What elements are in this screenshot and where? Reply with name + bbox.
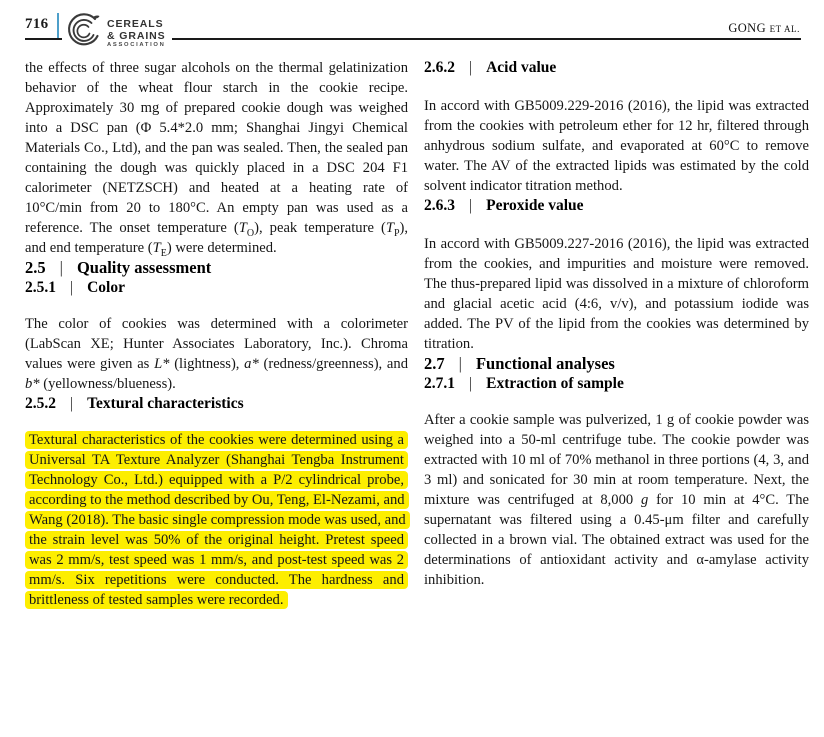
paragraph-texture-method xyxy=(25,430,408,610)
section-title: Textural characteristics xyxy=(87,395,244,412)
heading-separator: | xyxy=(469,375,473,392)
section-number: 2.5.2 xyxy=(25,395,56,412)
heading-separator: | xyxy=(70,395,74,412)
running-head xyxy=(728,21,800,36)
heading-separator: | xyxy=(469,197,473,214)
running-head-etal: ET AL. xyxy=(769,24,800,34)
section-number: 2.5.1 xyxy=(25,279,56,296)
section-title: Quality assessment xyxy=(76,258,212,277)
left-column xyxy=(25,58,408,610)
section-number: 2.6.3 xyxy=(424,197,455,214)
page-number: 716 xyxy=(25,16,49,32)
section-number: 2.5 xyxy=(25,258,46,277)
section-heading-2-5-1 xyxy=(25,278,408,298)
two-column-body xyxy=(25,58,811,610)
logo-line-2: & GRAINS xyxy=(107,29,166,42)
logo-line-3: ASSOCIATION xyxy=(107,42,166,49)
logo-line-1: CEREALS xyxy=(107,18,164,31)
paragraph-dsc-method: the effects of three sugar alcohols on the thermal gelatinization behavior of the wheat flour starch in the cookie recipe. Approximately 30 mg of prepared cookie dough was weighed into a DSC pan (Φ 5.4*2.0 mm; Shanghai Jingyi Chemical Materials Co., Ltd), and the pan was sealed. Then, the sealed pan containing the dough was quickly placed in a DSC 204 F1 calorimeter (NETZSCH) and heated at a heating rate of 10°C/min from 20 to 180°C. An empty pan was used as a reference. The onset temperature $(T_O)$, peak temperature $(T_P)$, and end temperature $(T_E)$ were determined. xyxy=(25,60,409,259)
cereals-grains-logo-icon xyxy=(64,10,104,59)
section-number: 2.7.1 xyxy=(424,375,455,392)
section-heading-2-7 xyxy=(424,354,809,374)
section-number: 2.7 xyxy=(424,354,445,373)
paragraph-acid-value: In accord with GB5009.229-2016 (2016), the lipid was extracted from the cookies with petroleum ether for 12 hr, filtered through anhydrous sodium sulfate, and evaporated at 60°C to remove water. The AV of the extracted lipids was estimated by the cold solvent indicator titration method. xyxy=(424,98,809,194)
section-heading-2-6-3 xyxy=(424,196,809,216)
paragraph-color-method: The color of cookies was determined with a colorimeter (LabScan XE; Hunter Associates Laboratory, Inc.). Chroma values were given as L* (lightness), a* (redness/greenness), and b* (yellowness/blueness). xyxy=(25,316,408,392)
section-title: Acid value xyxy=(486,59,557,76)
heading-separator: | xyxy=(70,279,74,296)
paragraph-peroxide-value: In accord with GB5009.227-2016 (2016), the lipid was extracted from the cookies, and impurities and moisture were removed. The thus-prepared lipid was dissolved in a mixture of chloroform and glacial acetic acid (4:6, v/v), and potassium iodide was added. The PV of the lipid from the cookies was determined by titration. xyxy=(424,236,809,352)
section-title: Functional analyses xyxy=(475,354,615,373)
section-heading-2-5 xyxy=(25,258,408,278)
section-heading-2-5-2 xyxy=(25,394,408,414)
section-heading-2-6-2 xyxy=(424,58,809,78)
highlighted-text: Textural characteristics of the cookies were determined using a Universal TA Texture Analyzer (Shanghai Tengba Instrument Technology Co., Ltd.) equipped with a P/2 cylindrical probe, according to the method described by Ou, Teng, El-Nezami, and Wang (2018). The basic single compression mode was used, and the strain level was 50% of the original height. Pretest speed was 2 mm/s, test speed was 1 mm/s, and post-test speed was 2 mm/s. Six repetitions were conducted. The hardness and brittleness of tested samples were recorded. xyxy=(25,431,410,609)
heading-separator: | xyxy=(458,354,462,373)
cereals-grains-logo xyxy=(62,10,172,58)
cereals-grains-logo-text xyxy=(107,19,166,49)
running-head-author: GONG xyxy=(728,21,767,35)
section-title: Extraction of sample xyxy=(486,375,624,392)
heading-separator: | xyxy=(469,59,473,76)
right-column xyxy=(424,58,809,610)
section-number: 2.6.2 xyxy=(424,59,455,76)
section-heading-2-7-1 xyxy=(424,374,809,394)
heading-separator: | xyxy=(59,258,63,277)
section-title: Peroxide value xyxy=(486,197,584,214)
section-title: Color xyxy=(87,279,125,296)
header-accent-bar xyxy=(57,13,59,38)
paragraph-extraction: After a cookie sample was pulverized, 1 g of cookie powder was weighed into a 50-ml centrifuge tube. The cookie powder was extracted with 10 ml of 70% methanol in three portions (4, 3, and 3 ml) and sonicated for 30 min at room temperature. Next, the mixture was centrifuged at 8,000 g for 10 min at 4°C. The supernatant was filtered using a 0.45-μm filter and carefully collected in a brown vial. The obtained extract was used for the determinations of antioxidant activity and α-amylase activity inhibition. xyxy=(424,412,809,588)
